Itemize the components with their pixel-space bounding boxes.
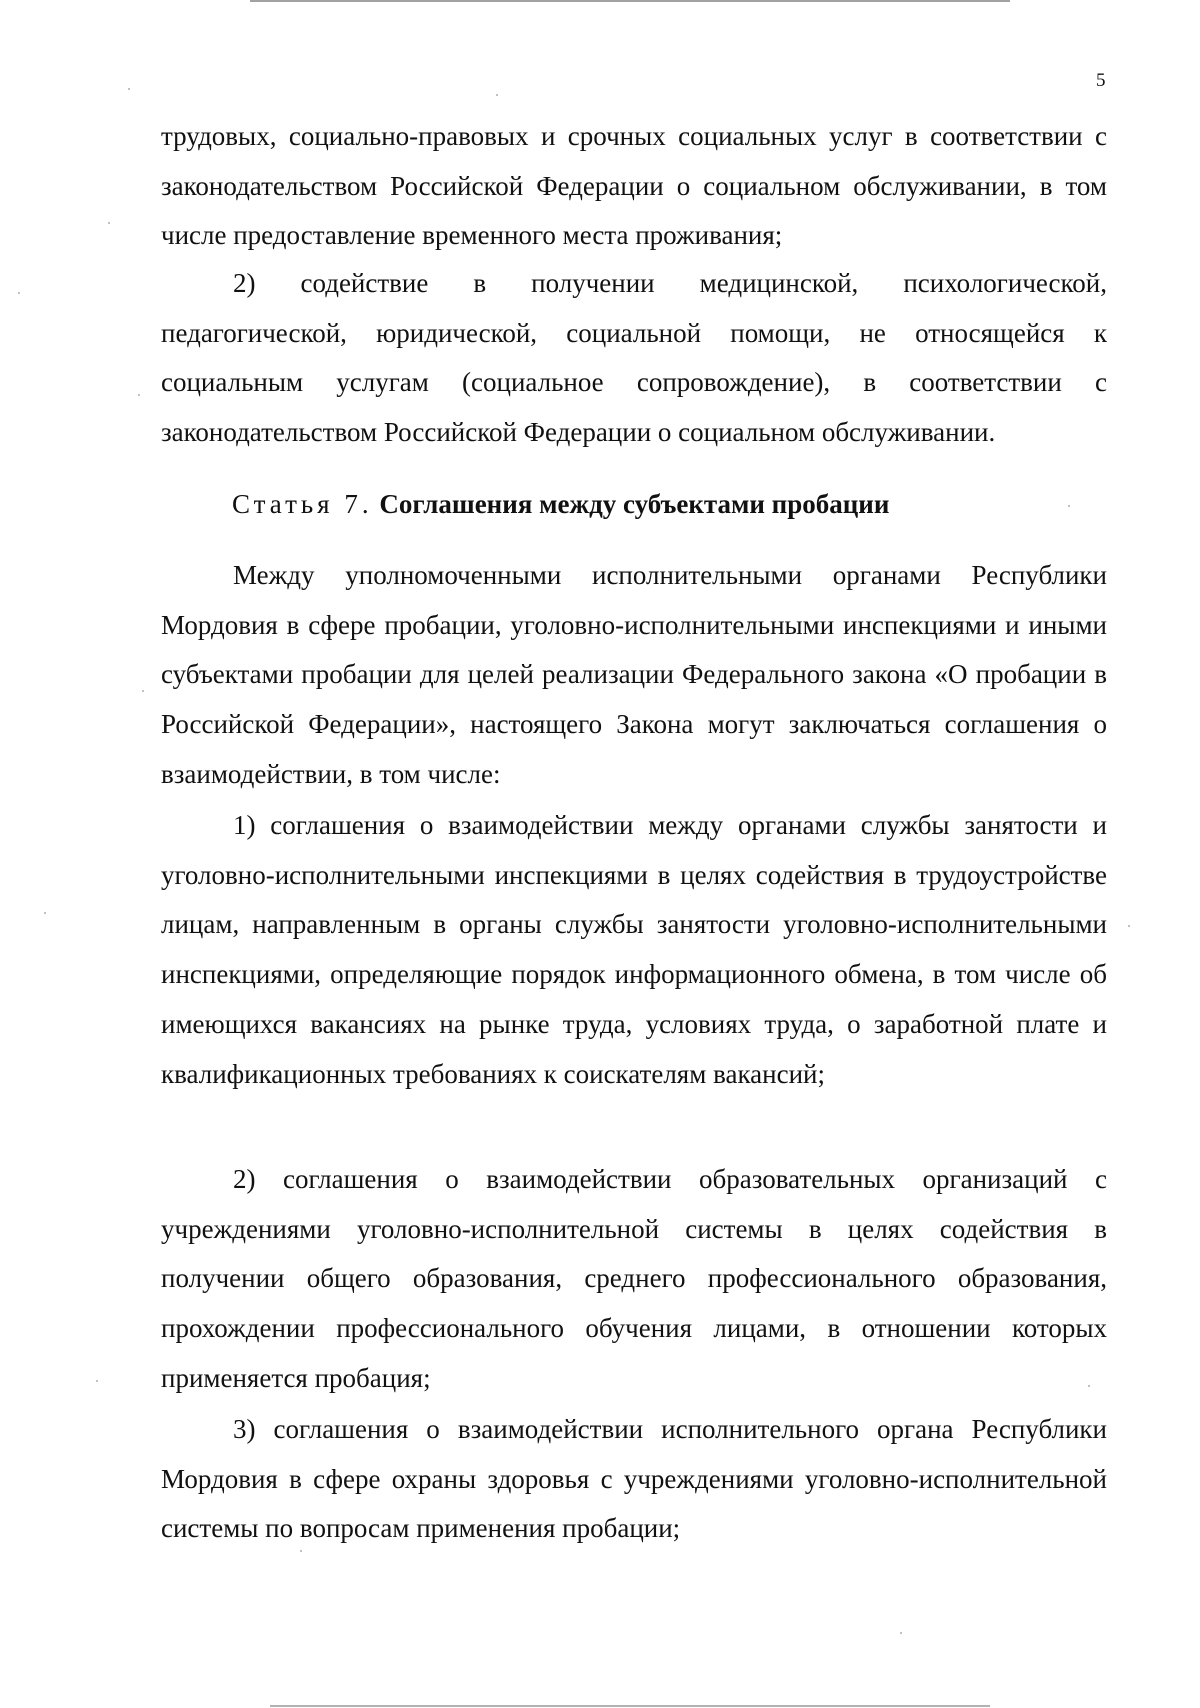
agreement-item-2: 2) соглашения о взаимодействии образовательных организаций с учреждениями уголовно-исполнительной системы в целях содействия в получении общего образования, среднего профессионального образования, прохождении профессионального обучения лицами, в отношении которых применяется пробация; [161,1164,1107,1393]
scan-speck [44,912,46,914]
article-heading [232,480,889,529]
scan-speck [96,1380,98,1382]
scan-speck [108,222,110,224]
article-intro-paragraph: Между уполномоченными исполнительными органами Республики Мордовия в сфере пробации, уголовно-исполнительными инспекциями и иными субъектами пробации для целей реализации Федерального закона «О пробации в Российской Федерации», настоящего Закона могут заключаться соглашения о взаимодействии, в том числе: [161,560,1107,789]
scan-speck [1068,505,1070,507]
article-label: Статья 7. [232,489,373,519]
scan-speck [18,292,20,294]
scan-speck [496,94,498,96]
agreement-item-3: 3) соглашения о взаимодействии исполнительного органа Республики Мордовия в сфере охраны здоровья с учреждениями уголовно-исполнительной системы по вопросам применения пробации; [161,1414,1107,1544]
scan-speck [142,690,144,692]
scan-edge-top [250,0,1010,2]
scan-speck [138,394,140,396]
scan-speck [1128,925,1130,927]
paragraph-item-2: 2) содействие в получении медицинской, психологической, педагогической, юридической, социальной помощи, не относящейся к социальным услугам (социальное сопровождение), в соответствии с законодательством Российской Федерации о социальном обслуживании. [161,268,1107,448]
scan-speck [1088,1385,1090,1387]
agreement-item-1: 1) соглашения о взаимодействии между органами службы занятости и уголовно-исполнительными инспекциями в целях содействия в трудоустройстве лицам, направленным в органы службы занятости уголовно-исполнительными инспекциями, определяющие порядок информационного обмена, в том числе об имеющихся вакансиях на рынке труда, условиях труда, о заработной плате и квалификационных требованиях к соискателям вакансий; [161,810,1107,1089]
scan-speck [300,1550,302,1552]
article-title: Соглашения между субъектами пробации [379,489,890,519]
scan-edge-bottom [270,1705,990,1707]
page-number: 5 [1096,70,1106,91]
scan-speck [128,88,130,90]
scan-speck [900,1632,902,1634]
paragraph-continuation: трудовых, социально-правовых и срочных социальных услуг в соответствии с законодательством Российской Федерации о социальном обслуживании, в том числе предоставление временного места проживания; [161,121,1107,251]
